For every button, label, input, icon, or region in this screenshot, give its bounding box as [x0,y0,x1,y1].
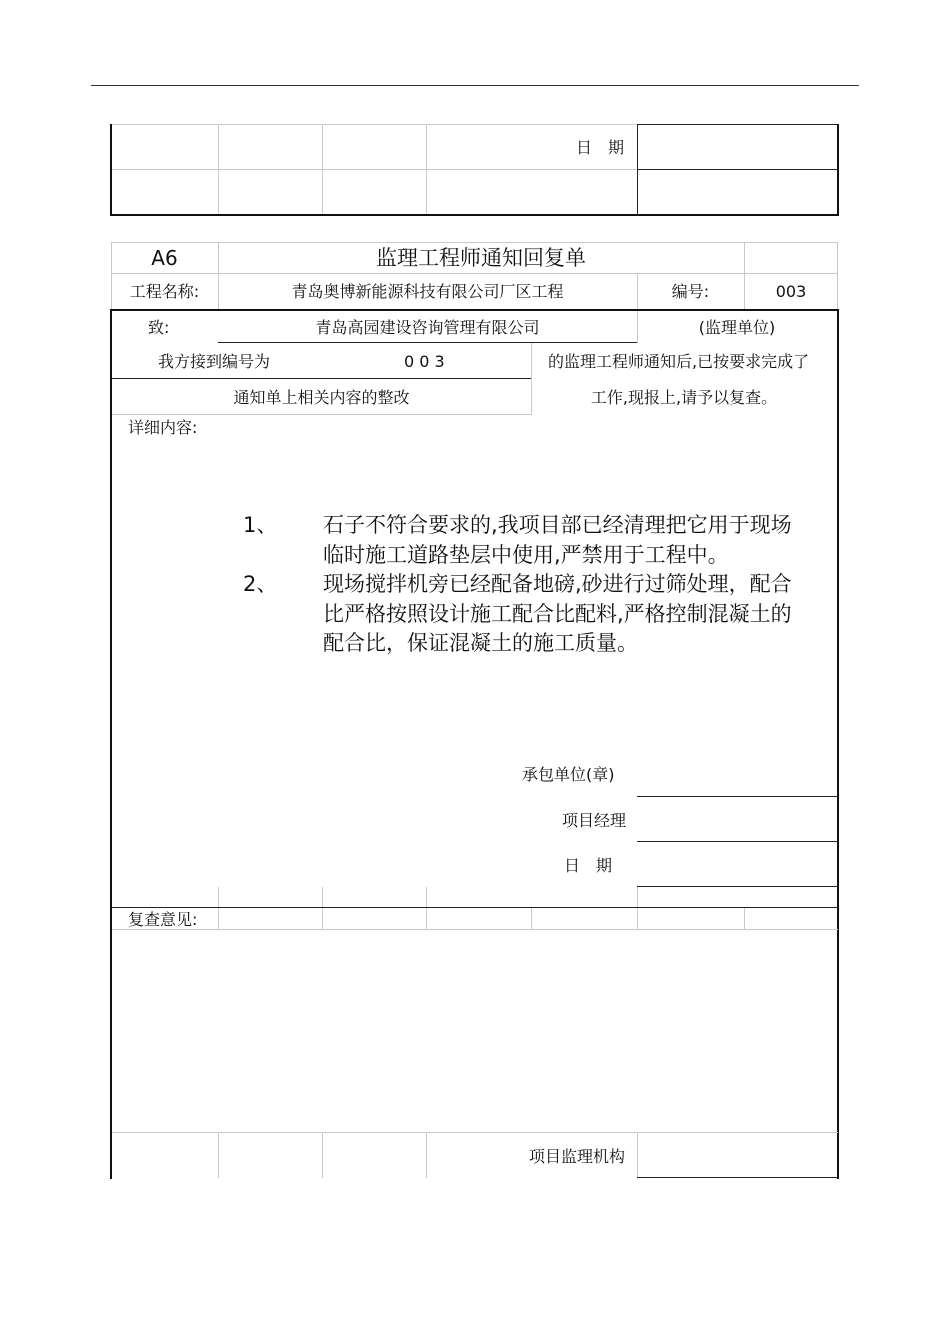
top-grid-line [322,124,323,214]
number-label: 编号: [671,282,710,301]
top-date-field[interactable] [638,125,837,169]
rectify-text: 通知单上相关内容的整改 [233,388,410,407]
item-2-line-3: 配合比，保证混凝土的施工质量。 [323,631,638,655]
item-2-number: 2、 [243,572,278,596]
date-label: 日 期 [564,856,613,875]
review-grid-line [744,908,745,930]
supervisor-grid-line [426,1132,427,1178]
manager-signature-field[interactable] [638,802,836,840]
contractor-signature-field[interactable] [638,760,836,795]
received-prefix: 我方接到编号为 [158,352,271,371]
top-grid-line [112,169,637,170]
review-opinion-field[interactable] [112,931,837,1131]
top-grid-line [426,124,427,214]
supervisor-grid-line [322,1132,323,1178]
review-grid-line [637,887,638,930]
item-1-line-1: 石子不符合要求的,我项目部已经清理把它用于现场 [323,513,792,537]
date-line [637,886,838,887]
item-2-line-1: 现场搅拌机旁已经配备地磅,砂进行过筛处理，配合 [323,572,792,596]
review-grid-line [218,887,219,930]
details-label: 详细内容: [128,418,198,437]
top-right-border [837,124,839,216]
header-grid-line [111,242,838,243]
supervisor-signature-field[interactable] [638,1133,836,1176]
contractor-label: 承包单位(章) [522,765,615,784]
to-suffix: (监理单位) [698,318,776,337]
body-right-border [837,309,839,1179]
form-code: A6 [151,246,178,270]
review-grid-line [112,929,838,930]
body-grid-line [112,414,531,415]
to-value[interactable]: 青岛高园建设咨询管理有限公司 [315,318,540,337]
manager-label: 项目经理 [562,811,627,830]
top-left-border [110,124,112,216]
review-grid-line [531,908,532,930]
body-grid-line [112,378,531,379]
received-suffix: 的监理工程师通知后,已按要求完成了 [548,352,810,371]
review-grid-line [426,887,427,930]
review-label: 复查意见: [128,910,198,929]
top-bottom-border [110,214,839,216]
supervisor-grid-line [218,1132,219,1178]
to-underline [218,342,637,343]
top-date-label: 日 期 [576,138,625,157]
number-value: 003 [775,282,807,301]
manager-signature-line [637,841,838,842]
contractor-signature-line [637,796,838,797]
top-grid-line [112,124,637,125]
review-grid-line [112,907,838,908]
date-field[interactable] [638,847,836,885]
form-title: 监理工程师通知回复单 [376,246,586,270]
supervisor-signature-line [637,1177,838,1178]
page-header-rule [91,85,859,86]
supervisor-label: 项目监理机构 [529,1147,626,1166]
project-name-value: 青岛奥博新能源科技有限公司厂区工程 [291,282,564,301]
top-grid-line [637,169,838,170]
body-top-border [110,309,839,311]
header-grid-line [111,273,838,274]
review-grid-line [322,887,323,930]
item-1-number: 1、 [243,513,278,537]
item-1-line-2: 临时施工道路垫层中使用,严禁用于工程中。 [323,543,729,567]
item-2-line-2: 比严格按照设计施工配合比配料,严格控制混凝土的 [323,602,792,626]
to-label: 致: [148,318,170,337]
top-grid-line [218,124,219,214]
received-number[interactable]: 0 0 3 [404,352,445,371]
report-text: 工作,现报上,请予以复查。 [590,388,778,407]
project-name-label: 工程名称: [129,282,200,301]
